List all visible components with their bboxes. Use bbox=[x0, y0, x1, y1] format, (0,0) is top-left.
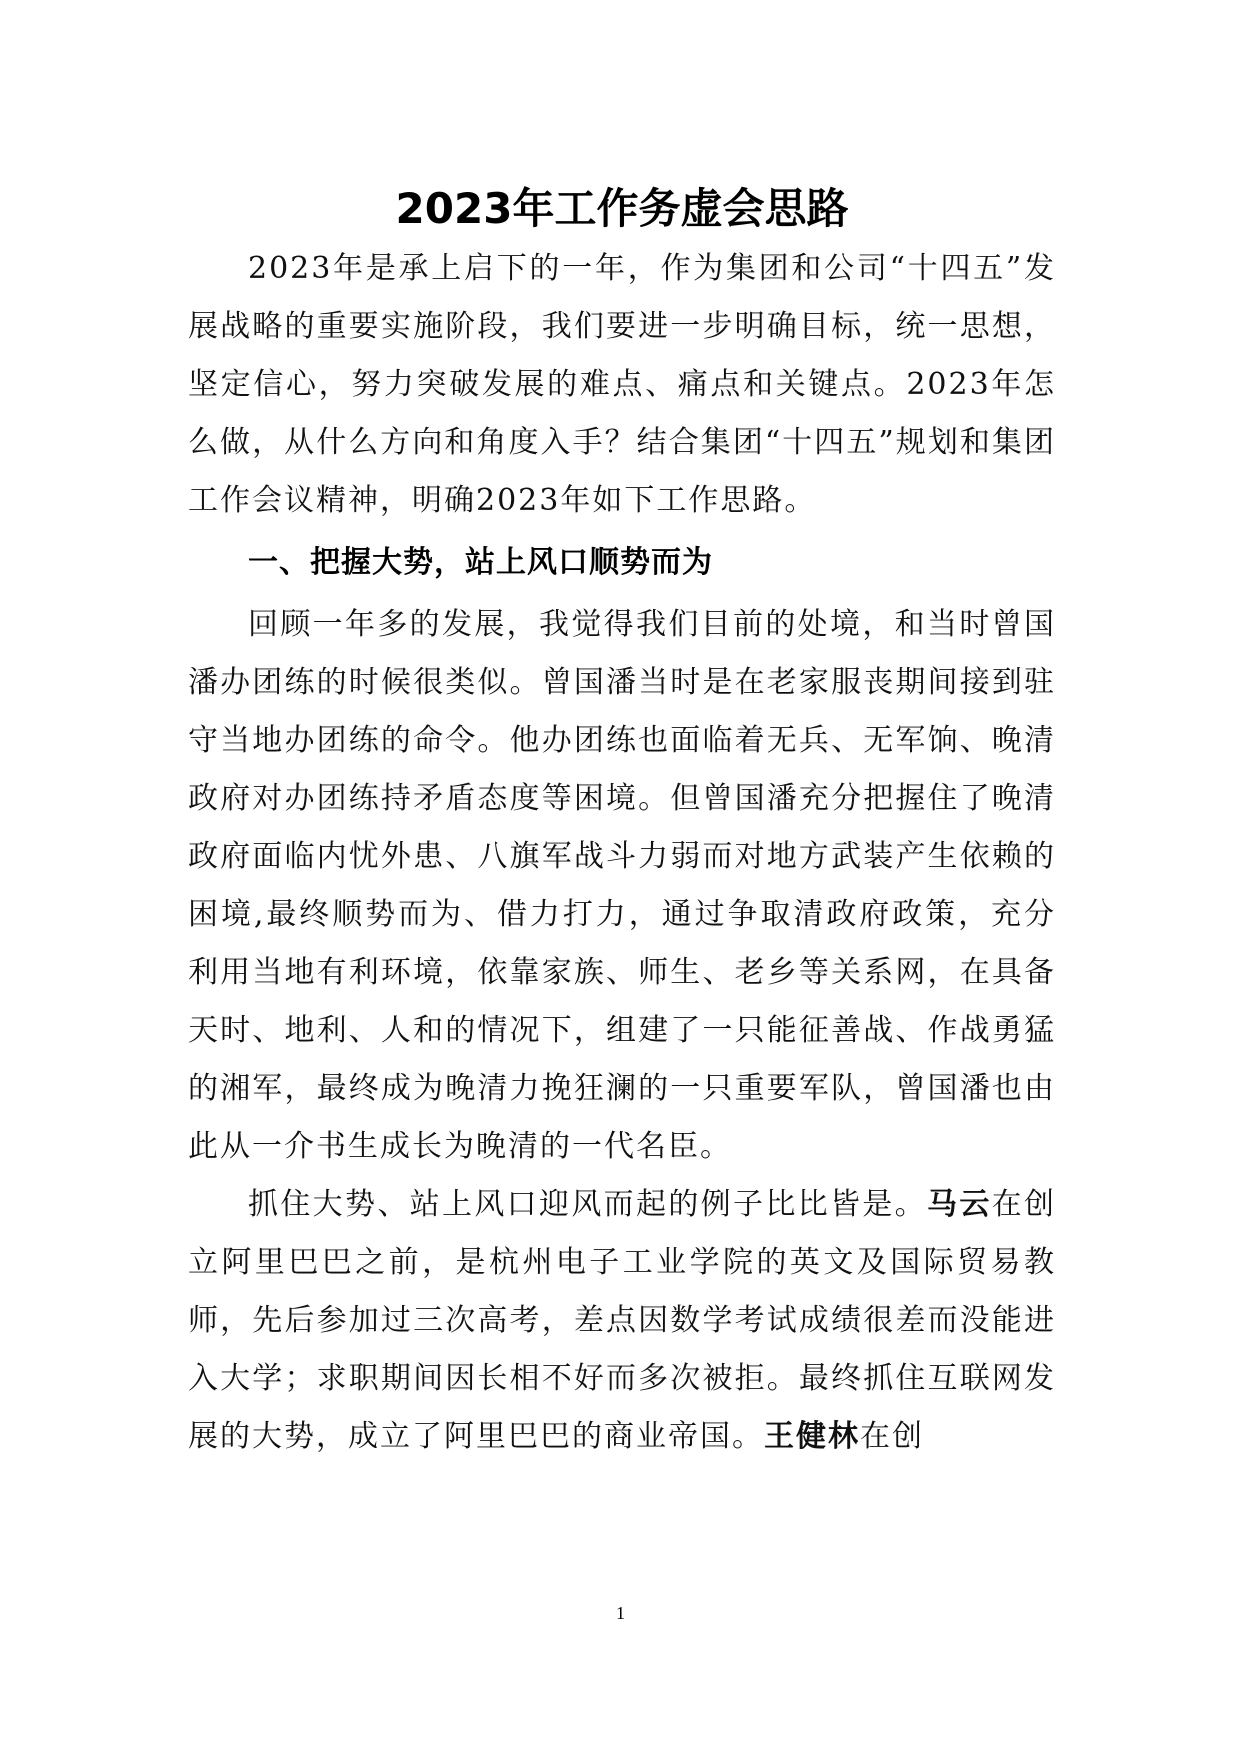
section-heading: 一、把握大势，站上风口顺势而为 bbox=[248, 545, 713, 580]
page-number: 1 bbox=[616, 1603, 625, 1623]
intro-paragraph: 2023年是承上启下的一年，作为集团和公司“十四五”发展战略的重要实施阶段，我们要进一步明确目标，统一思想，坚定信心，努力突破发展的难点、痛点和关键点。2023年怎么做，从什么方向和角度入手？结合集团“十四五”规划和集团工作会议精神，明确2023年如下工作思路。 bbox=[188, 251, 1056, 518]
section-paragraph: 回顾一年多的发展，我觉得我们目前的处境，和当时曾国潘办团练的时候很类似。曾国潘当时是在老家服丧期间接到驻守当地办团练的命令。他办团练也面临着无兵、无军饷、晚清政府对办团练持矛盾态度等困境。但曾国潘充分把握住了晚清政府面临内忧外患、八旗军战斗力弱而对地方武装产生依赖的困境,最终顺势而为、借力打力，通过争取清政府政策，充分利用当地有利环境，依靠家族、师生、老乡等关系网，在具备天时、地利、人和的情况下，组建了一只能征善战、作战勇猛的湘军，最终成为晚清力挽狂澜的一只重要军队，曾国潘也由此从一介书生成长为晚清的一代名臣。 bbox=[188, 607, 1056, 1164]
examples-text-intro: 抓住大势、站上风口迎风而起的例子比比皆是。 bbox=[248, 1187, 927, 1222]
document-body bbox=[188, 180, 1056, 1466]
examples-text-continued: 在创 bbox=[860, 1419, 924, 1454]
document-title: 2023年工作务虚会思路 bbox=[395, 184, 849, 233]
highlighted-name-mayun: 马云 bbox=[927, 1187, 992, 1222]
examples-text-mayun: 在创立阿里巴巴之前，是杭州电子工业学院的英文及国际贸易教师，先后参加过三次高考，差点因数学考试成绩很差而没能进入大学；求职期间因长相不好而多次被拒。最终抓住互联网发展的大势，成立了阿里巴巴的商业帝国。 bbox=[188, 1187, 1057, 1454]
highlighted-name-wangjianlin: 王健林 bbox=[764, 1419, 860, 1454]
section-paragraph-examples bbox=[188, 1176, 1056, 1466]
